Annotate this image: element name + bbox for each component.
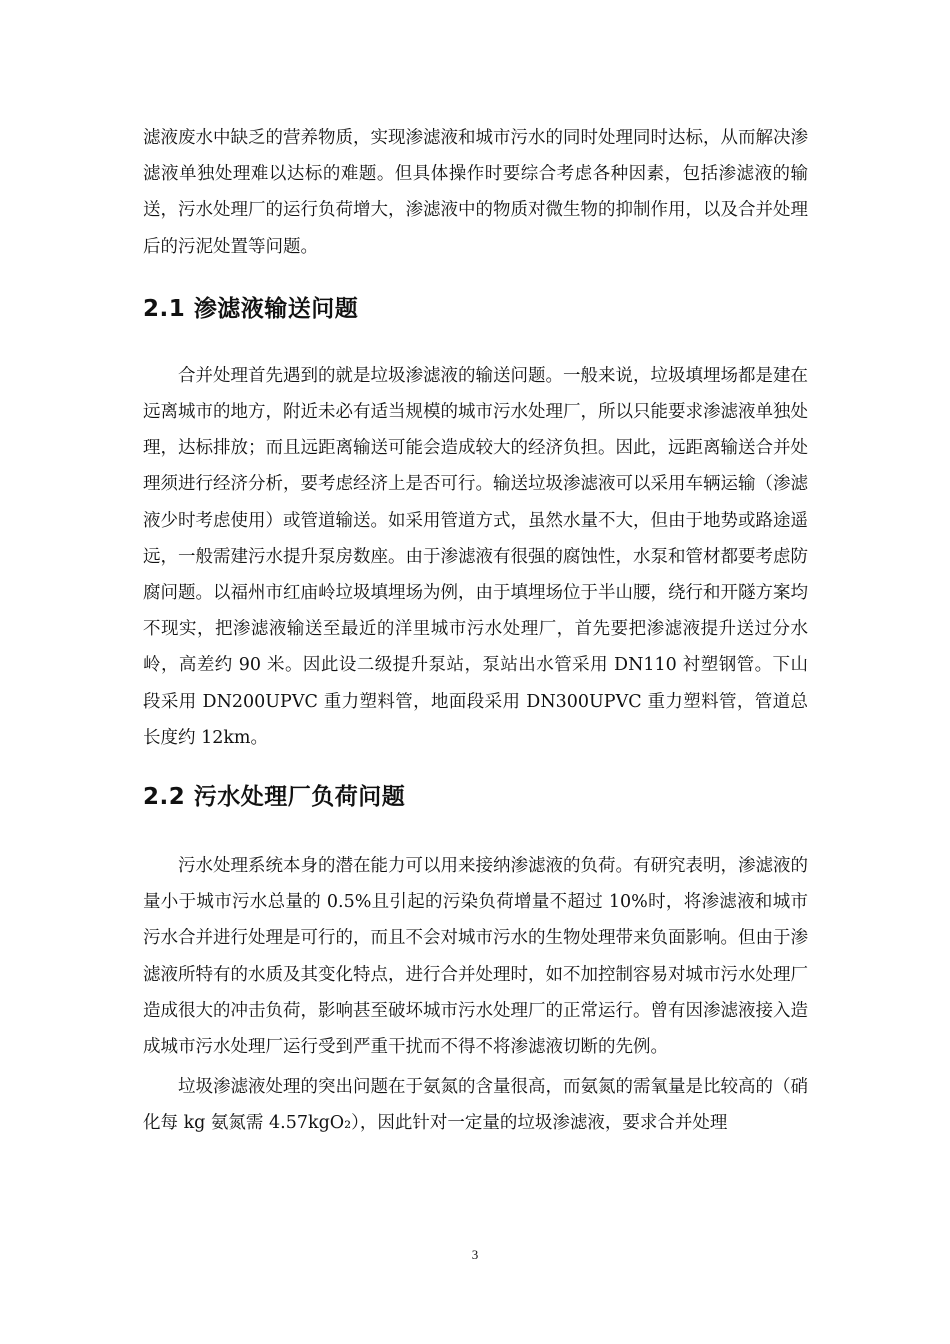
section-heading: 2.2 污水处理厂负荷问题	[143, 784, 406, 811]
paragraph: 污水处理系统本身的潜在能力可以用来接纳渗滤液的负荷。有研究表明，渗滤液的量小于城市污水总量的 0.5%且引起的污染负荷增量不超过 10%时，将渗滤液和城市污水合并进行处理是可行的，而且不会对城市污水的生物处理带来负面影响。但由于渗滤液所特有的水质及其变化特点，进行合并处理时，如不加控制容易对城市污水处理厂造成很大的冲击负荷，影响甚至破坏城市污水处理厂的正常运行。曾有因渗滤液接入造成城市污水处理厂运行受到严重干扰而不得不将渗滤液切断的先例。	[143, 856, 808, 1058]
paragraph: 垃圾渗滤液处理的突出问题在于氨氮的含量很高，而氨氮的需氧量是比较高的（硝化每 kg 氨氮需 4.57kgO₂），因此针对一定量的垃圾渗滤液，要求合并处理	[143, 1077, 808, 1134]
paragraph: 滤液废水中缺乏的营养物质，实现渗滤液和城市污水的同时处理同时达标，从而解决渗滤液单独处理难以达标的难题。但具体操作时要综合考虑各种因素，包括渗滤液的输送，污水处理厂的运行负荷增大，渗滤液中的物质对微生物的抑制作用，以及合并处理后的污泥处置等问题。	[143, 128, 808, 257]
section-heading: 2.1 渗滤液输送问题	[143, 295, 359, 322]
paragraph: 合并处理首先遇到的就是垃圾渗滤液的输送问题。一般来说，垃圾填埋场都是建在远离城市的地方，附近未必有适当规模的城市污水处理厂，所以只能要求渗滤液单独处理，达标排放；而且远距离输送可能会造成较大的经济负担。因此，远距离输送合并处理须进行经济分析，要考虑经济上是否可行。输送垃圾渗滤液可以采用车辆运输（渗滤液少时考虑使用）或管道输送。如采用管道方式，虽然水量不大，但由于地势或路途遥远，一般需建污水提升泵房数座。由于渗滤液有很强的腐蚀性，水泵和管材都要考虑防腐问题。以福州市红庙岭垃圾填埋场为例，由于填埋场位于半山腰，绕行和开隧方案均不现实，把渗滤液输送至最近的洋里城市污水处理厂，首先要把渗滤液提升送过分水岭，高差约 90 米。因此设二级提升泵站，泵站出水管采用 DN110 衬塑钢管。下山段采用 DN200UPVC 重力塑料管，地面段采用 DN300UPVC 重力塑料管，管道总长度约 12km。	[143, 365, 808, 748]
document-body	[143, 120, 808, 1142]
page-number: 3	[471, 1247, 479, 1262]
